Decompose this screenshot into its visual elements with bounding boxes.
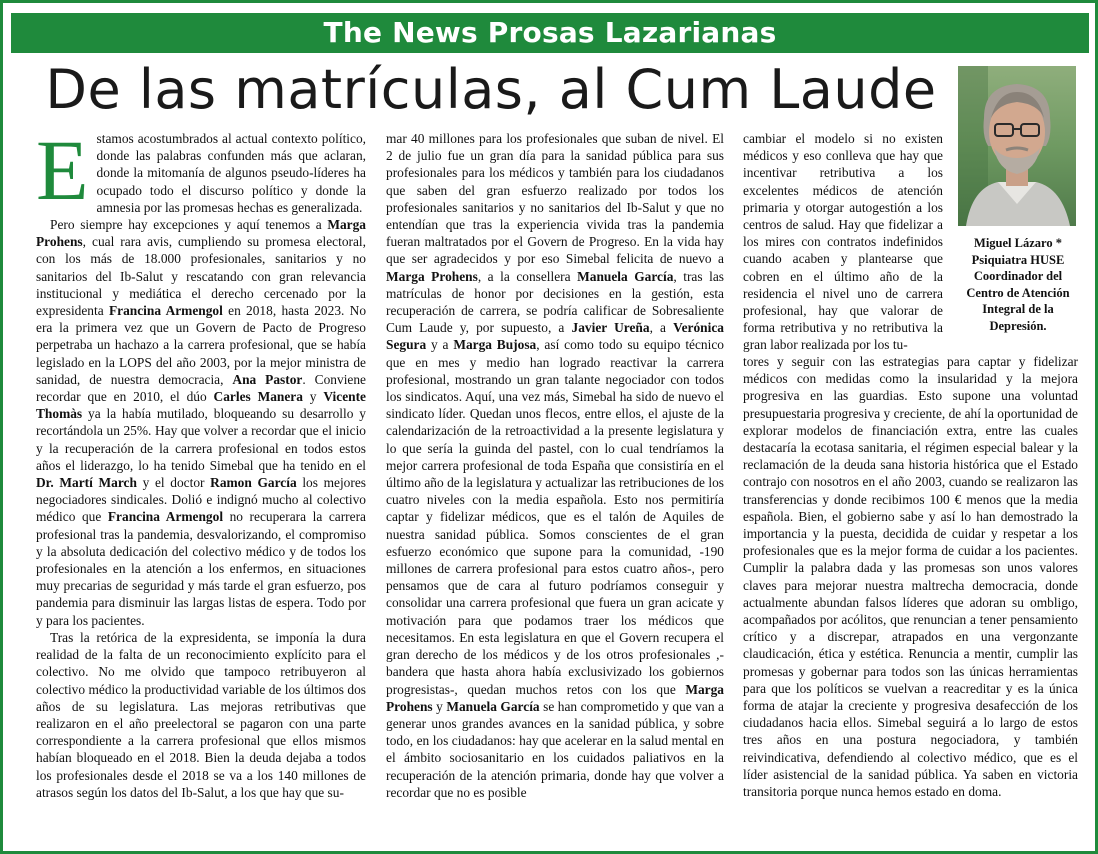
author-role-line: Integral de la [982, 302, 1054, 316]
article-column-3-bottom [743, 353, 1078, 800]
author-role: Psiquiatra HUSE [971, 252, 1065, 267]
article-column-3-top [743, 130, 943, 354]
author-name: Miguel Lázaro * [974, 236, 1062, 250]
article-paragraph: cambiar el modelo si no existen médicos y eso conlleva que hay que incentivar retributiva a los excelentes médicos de atención primaria y otorgar autogestión a los centros de salud. Hay que fidelizar a los mires con contratos indefinidos cuando acaben y plantearse que cobren en el último año de la residencia el nivel uno de carrera profesional, hay que valorar de forma retributiva y no retributiva la gran labor realizada por los tu- [743, 131, 943, 353]
author-role-line: Coordinador del [973, 269, 1063, 283]
author-caption [958, 235, 1078, 334]
article-paragraph: Pero siempre hay excepciones y aquí tenemos a Marga Prohens, cual rara avis, cumpliendo su promesa electoral, con los más de 18.000 profesionales, sanitarios y no sanitarios del Ib-Salut y rescatando con gran relevancia institucional y mediática el derecho cercenado por la expresidenta Francina Armengol en 2018, hasta 2023. No era la primera vez que un Govern de Pacto de Progreso perpetraba un hachazo a la carrera profesional, que se había legislado en la LOPS del año 2003, por la mejor ministra de sanidad, de nuestra democracia, Ana Pastor. Conviene recordar que en 2010, el dúo Carles Manera y Vicente Thomàs ya la había mutilado, bloqueando su desarrollo y recortándola un 25%. Hay que volver a recordar que el inicio y la recuperación de la carrera profesional en todos estos años el liderazgo, lo ha tenido Simebal que ha tenido en el Dr. Martí March y el doctor Ramon García los mejores negociadores sindicales. Dolió e indignó mucho al colectivo médico que Francina Armengol no recuperara la carrera profesional tras la pandemia, desvalorizando, el compromiso y la absoluta dedicación del colectivo médico y de todos los profesionales en la atención a los enfermos, en situaciones muy precarias de seguridad y más tarde el gran esfuerzo, pos pandemia para disminuir las largas listas de espera. Todo por y para los pacientes. [36, 217, 367, 628]
article-paragraph: Tras la retórica de la expresidenta, se imponía la dura realidad de la falta de un reconocimiento explícito para el colectivo. No me olvido que tampoco retribuyeron al colectivo médico la productividad variable de los últimos dos años de su legislatura. Las mejoras retributivas que realizaron en el año preelectoral se pagaron con una parte correspondiente a la carrera profesional que ellos mismos habían bloqueado en el 2018. Bien la deuda dejaba a todos los profesionales desde el 2018 se va a los 140 millones de atrasos según los datos del Ib-Salut, a los que hay que su- [36, 629, 366, 800]
article-paragraph: tores y seguir con las estrategias para captar y fidelizar médicos con medidas como la insularidad y la mejora progresiva en las guardias. Esto supone una voluntad presupuestaria progresiva y creciente, de ahí la oportunidad de explorar modelos de financiación extra, entre las cuales destacaría la ecotasa sanitaria, el régimen especial balear y la reclamación de la deuda sana historia histórica que el Estado contrajo con nosotros en el año 2003, cuando se realizaron las transferencias y donde recibimos 100 € menos que la media española. Bien, el gobierno sabe y así lo han demostrado la importancia y la puesta, decidida de cuidar y respetar a los profesionales que es la mejor forma de cuidar a los pacientes. Cumplir la palabra dada y las promesas son unos valores claves para mejorar nuestra maltrecha democracia, donde actualmente abundan falsos líderes que adoran su ombligo, acompañados por acólitos, que renuncian a tener pensamiento crítico y a discrepar, atrapados en una vergonzante claudicación, ética y estética. Renuncia a mentir, cumplir las promesas y gobernar para todos son las únicas herramientas para que los políticos se vuelvan a reacreditar y es la única forma de atajar la creciente y progresiva desafección de los ciudadanos hacia ellos. Simebal seguirá a lo largo de estos tres años en una postura negociadora, y también reivindicativa, defendiendo al colectivo médico, que es el líder asistencial de la sanidad pública. Ya saben en victoria transitoria porque nunca hemos estado en doma. [743, 354, 1079, 800]
section-title: The News Prosas Lazarianas [323, 16, 777, 49]
article-headline: De las matrículas, al Cum Laude [45, 58, 937, 121]
article-paragraph: Estamos acostumbrados al actual contexto político, donde las palabras confunden más que aclaran, donde la mitomanía de algunos pseudo-líderes ha ocupado todo el discurso político y donde la amnesia por las promesas hechas es generalizada. [36, 122, 366, 218]
author-role-line: Depresión. [989, 318, 1047, 333]
author-role-line: Centro de Atención [966, 285, 1070, 300]
article-column-1 [36, 122, 367, 801]
drop-cap: E [36, 122, 89, 218]
section-banner [11, 13, 1089, 53]
article-paragraph: mar 40 millones para los profesionales que suban de nivel. El 2 de julio fue un gran día para la sanidad pública para sus profesionales para los médicos y también para los ciudadanos que saben del gran esfuerzo realizado por todos los profesionales sanitarios y no sanitarios del Ib-Salut y que no entendían que tras la experiencia vivida tras la pandemia fueran maltratados por el Govern de Progreso. En la vida hay que ser agradecidos y por eso Simebal felicita de nuevo a Marga Prohens, a la consellera Manuela García, tras las matrículas de honor por decisiones en la gestión, esta recuperación de carrera, se podría calificar de Sobresaliente Cum Laude y, por supuesto, a Javier Ureña, a Verónica Segura y a Marga Bujosa, así como todo su equipo técnico que en mes y medio han logrado reactivar la carrera profesional, mostrando un gran talante negociador con todos los sindicatos. Aquí, una vez más, Simebal ha sido de nuevo el sindicato líder. Quedan unos flecos, entre ellos, el ajuste de la calendarización de la retroactividad a la presente legislatura y lo que sería la guinda del pastel, con lo cual tendríamos la mejor carrera profesional de toda España que consistiría en el último año de la legislatura y actualizar las retribuciones de los cuatro niveles con la media española. Esto nos permitiría captar y fidelizar médicos, que es el talón de Aquiles de nuestra sanidad pública. Somos conscientes de el gran esfuerzo económico que supone para la comunidad, -190 millones de carrera profesional para estos cuatro años-, pero pensamos que de cara al futuro podríamos conseguir y consolidar una carrera profesional que fuera un gran acicate y motivación para que podamos traer los médicos que necesitamos. En esta legislatura en que el Govern recupera el gran derecho de los médicos y de los otros profesionales ,-bandera que hasta ahora había exclusivizado los gobiernos progresistas-, quedan muchos retos con los que Marga Prohens y Manuela García se han comprometido y que van a generar unos grandes avances en la sanidad pública, y sobre todo, en los ciudadanos: hay que acelerar en la salud mental en el ámbito sociosanitario en los cuidados paliativos en la recuperación de la atención primaria, donde hay que volver a recordar que no es posible [386, 131, 725, 800]
author-photo [958, 66, 1076, 226]
article-column-2 [386, 130, 724, 801]
author-portrait-icon [958, 66, 1076, 226]
